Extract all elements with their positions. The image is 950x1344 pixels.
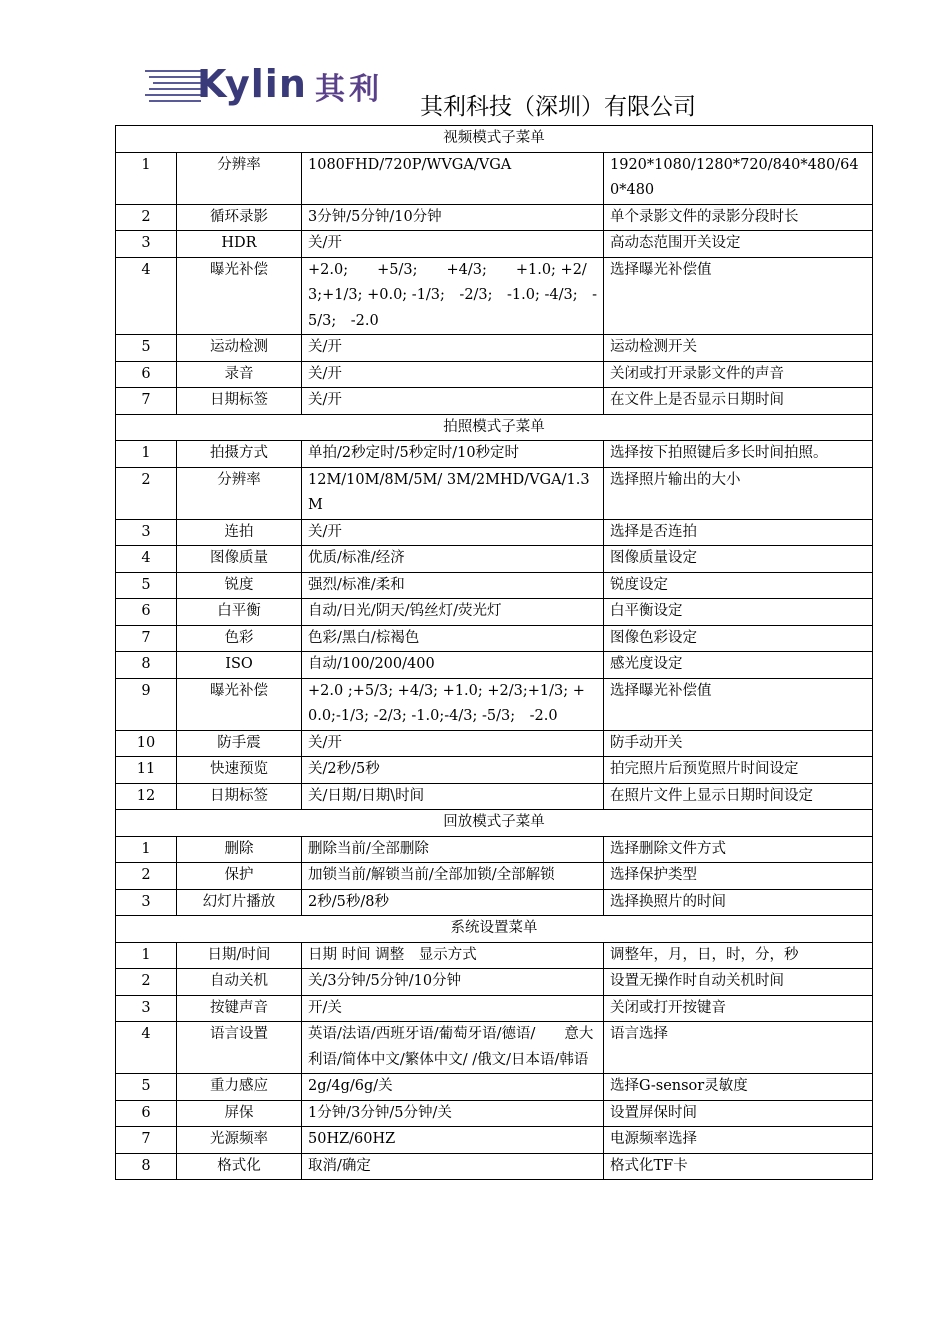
setting-name: 语言设置 [177,1022,302,1074]
row-number: 3 [116,231,177,258]
row-number: 2 [116,204,177,231]
setting-options: 1080FHD/720P/WVGA/VGA [302,152,604,204]
setting-options: 加锁当前/解锁当前/全部加锁/全部解锁 [302,863,604,890]
setting-description: 选择曝光补偿值 [604,257,873,335]
company-logo [145,62,410,114]
setting-options: 3分钟/5分钟/10分钟 [302,204,604,231]
setting-options: 关/开 [302,388,604,415]
row-number: 12 [116,783,177,810]
setting-description: 高动态范围开关设定 [604,231,873,258]
table-row [116,969,873,996]
setting-name: 锐度 [177,572,302,599]
setting-name: 色彩 [177,625,302,652]
row-number: 1 [116,152,177,204]
row-number: 6 [116,599,177,626]
setting-description: 关闭或打开按键音 [604,995,873,1022]
row-number: 6 [116,1100,177,1127]
setting-name: 按键声音 [177,995,302,1022]
setting-description: 选择换照片的时间 [604,889,873,916]
setting-options: +2.0 ;+5/3; +4/3; +1.0; +2/3;+1/3; +0.0;-1/3; -2/3; -1.0;-4/3; -5/3; -2.0 [302,678,604,730]
setting-options: 强烈/标准/柔和 [302,572,604,599]
setting-description: 选择照片输出的大小 [604,467,873,519]
setting-description: 锐度设定 [604,572,873,599]
setting-description: 运动检测开关 [604,335,873,362]
setting-options: 取消/确定 [302,1153,604,1180]
setting-options: 开/关 [302,995,604,1022]
setting-description: 拍完照片后预览照片时间设定 [604,757,873,784]
section-header-row [116,916,873,943]
table-row [116,889,873,916]
setting-options: 2秒/5秒/8秒 [302,889,604,916]
setting-description: 选择G-sensor灵敏度 [604,1074,873,1101]
table-row [116,730,873,757]
setting-description: 1920*1080/1280*720/840*480/640*480 [604,152,873,204]
table-row [116,572,873,599]
row-number: 7 [116,388,177,415]
table-row [116,1127,873,1154]
setting-name: 保护 [177,863,302,890]
table-row [116,152,873,204]
row-number: 8 [116,1153,177,1180]
setting-name: 自动关机 [177,969,302,996]
setting-description: 选择曝光补偿值 [604,678,873,730]
row-number: 1 [116,836,177,863]
logo-stripes-icon [145,68,205,108]
setting-name: 光源频率 [177,1127,302,1154]
setting-description: 防手动开关 [604,730,873,757]
row-number: 3 [116,519,177,546]
setting-options: 12M/10M/8M/5M/ 3M/2MHD/VGA/1.3M [302,467,604,519]
row-number: 8 [116,652,177,679]
table-row [116,652,873,679]
setting-name: 录音 [177,361,302,388]
table-row [116,678,873,730]
setting-name: ISO [177,652,302,679]
section-header-row [116,126,873,153]
row-number: 2 [116,969,177,996]
row-number: 10 [116,730,177,757]
section-title: 拍照模式子菜单 [116,414,873,441]
setting-name: 日期标签 [177,783,302,810]
setting-options: 自动/日光/阴天/钨丝灯/荧光灯 [302,599,604,626]
setting-options: 关/开 [302,231,604,258]
setting-name: 屏保 [177,1100,302,1127]
table-row [116,441,873,468]
table-row [116,995,873,1022]
company-name: 其利科技（深圳）有限公司 [420,94,696,120]
page-header [0,0,950,125]
setting-name: 删除 [177,836,302,863]
row-number: 6 [116,361,177,388]
row-number: 5 [116,572,177,599]
setting-name: 幻灯片播放 [177,889,302,916]
setting-options: 日期 时间 调整 显示方式 [302,942,604,969]
table-row [116,783,873,810]
row-number: 1 [116,942,177,969]
setting-name: 分辨率 [177,152,302,204]
table-row [116,361,873,388]
setting-description: 图像色彩设定 [604,625,873,652]
setting-description: 调整年，月，日，时，分，秒 [604,942,873,969]
setting-description: 设置无操作时自动关机时间 [604,969,873,996]
section-title: 视频模式子菜单 [116,126,873,153]
setting-name: 连拍 [177,519,302,546]
setting-description: 电源频率选择 [604,1127,873,1154]
setting-options: 关/开 [302,730,604,757]
setting-name: 重力感应 [177,1074,302,1101]
setting-description: 图像质量设定 [604,546,873,573]
setting-description: 关闭或打开录影文件的声音 [604,361,873,388]
setting-description: 感光度设定 [604,652,873,679]
table-row [116,467,873,519]
setting-options: 关/开 [302,519,604,546]
setting-name: 运动检测 [177,335,302,362]
section-title: 回放模式子菜单 [116,810,873,837]
setting-options: +2.0; +5/3; +4/3; +1.0; +2/3;+1/3; +0.0; -1/3; -2/3; -1.0; -4/3; -5/3; -2.0 [302,257,604,335]
setting-description: 选择按下拍照键后多长时间拍照。 [604,441,873,468]
table-row [116,863,873,890]
table-row [116,231,873,258]
row-number: 5 [116,335,177,362]
row-number: 7 [116,1127,177,1154]
setting-description: 选择删除文件方式 [604,836,873,863]
table-row [116,1100,873,1127]
setting-options: 关/开 [302,335,604,362]
table-row [116,836,873,863]
setting-options: 英语/法语/西班牙语/葡萄牙语/德语/ 意大利语/简体中文/繁体中文/ /俄文/日本语/韩语 [302,1022,604,1074]
setting-name: 白平衡 [177,599,302,626]
setting-description: 在照片文件上显示日期时间设定 [604,783,873,810]
setting-options: 优质/标准/经济 [302,546,604,573]
setting-name: 日期/时间 [177,942,302,969]
setting-options: 50HZ/60HZ [302,1127,604,1154]
table-row [116,257,873,335]
table-row [116,599,873,626]
table-row [116,625,873,652]
setting-description: 选择是否连拍 [604,519,873,546]
logo-cn-text: 其利 [315,72,383,107]
row-number: 11 [116,757,177,784]
setting-options: 2g/4g/6g/关 [302,1074,604,1101]
setting-name: HDR [177,231,302,258]
table-row [116,335,873,362]
table-row [116,519,873,546]
section-header-row [116,414,873,441]
setting-name: 曝光补偿 [177,678,302,730]
table-row [116,942,873,969]
setting-options: 单拍/2秒定时/5秒定时/10秒定时 [302,441,604,468]
section-title: 系统设置菜单 [116,916,873,943]
table-row [116,1153,873,1180]
table-row [116,204,873,231]
setting-options: 1分钟/3分钟/5分钟/关 [302,1100,604,1127]
setting-options: 色彩/黑白/棕褐色 [302,625,604,652]
row-number: 5 [116,1074,177,1101]
setting-description: 选择保护类型 [604,863,873,890]
setting-description: 在文件上是否显示日期时间 [604,388,873,415]
setting-options: 关/2秒/5秒 [302,757,604,784]
row-number: 3 [116,995,177,1022]
row-number: 4 [116,1022,177,1074]
row-number: 2 [116,863,177,890]
setting-description: 格式化TF卡 [604,1153,873,1180]
row-number: 4 [116,546,177,573]
row-number: 9 [116,678,177,730]
setting-name: 循环录影 [177,204,302,231]
row-number: 3 [116,889,177,916]
setting-options: 关/日期/日期\时间 [302,783,604,810]
setting-description: 语言选择 [604,1022,873,1074]
setting-name: 曝光补偿 [177,257,302,335]
setting-name: 日期标签 [177,388,302,415]
setting-name: 快速预览 [177,757,302,784]
setting-description: 白平衡设定 [604,599,873,626]
setting-options: 自动/100/200/400 [302,652,604,679]
setting-options: 关/开 [302,361,604,388]
row-number: 1 [116,441,177,468]
setting-options: 删除当前/全部删除 [302,836,604,863]
setting-name: 分辨率 [177,467,302,519]
setting-description: 单个录影文件的录影分段时长 [604,204,873,231]
setting-name: 拍摄方式 [177,441,302,468]
table-row [116,1022,873,1074]
section-header-row [116,810,873,837]
table-row [116,546,873,573]
logo-text: Kylin [197,62,307,106]
table-row [116,1074,873,1101]
row-number: 2 [116,467,177,519]
setting-options: 关/3分钟/5分钟/10分钟 [302,969,604,996]
setting-name: 图像质量 [177,546,302,573]
table-row [116,388,873,415]
setting-description: 设置屏保时间 [604,1100,873,1127]
setting-name: 防手震 [177,730,302,757]
row-number: 7 [116,625,177,652]
table-row [116,757,873,784]
row-number: 4 [116,257,177,335]
setting-name: 格式化 [177,1153,302,1180]
menu-spec-table [115,125,873,1180]
